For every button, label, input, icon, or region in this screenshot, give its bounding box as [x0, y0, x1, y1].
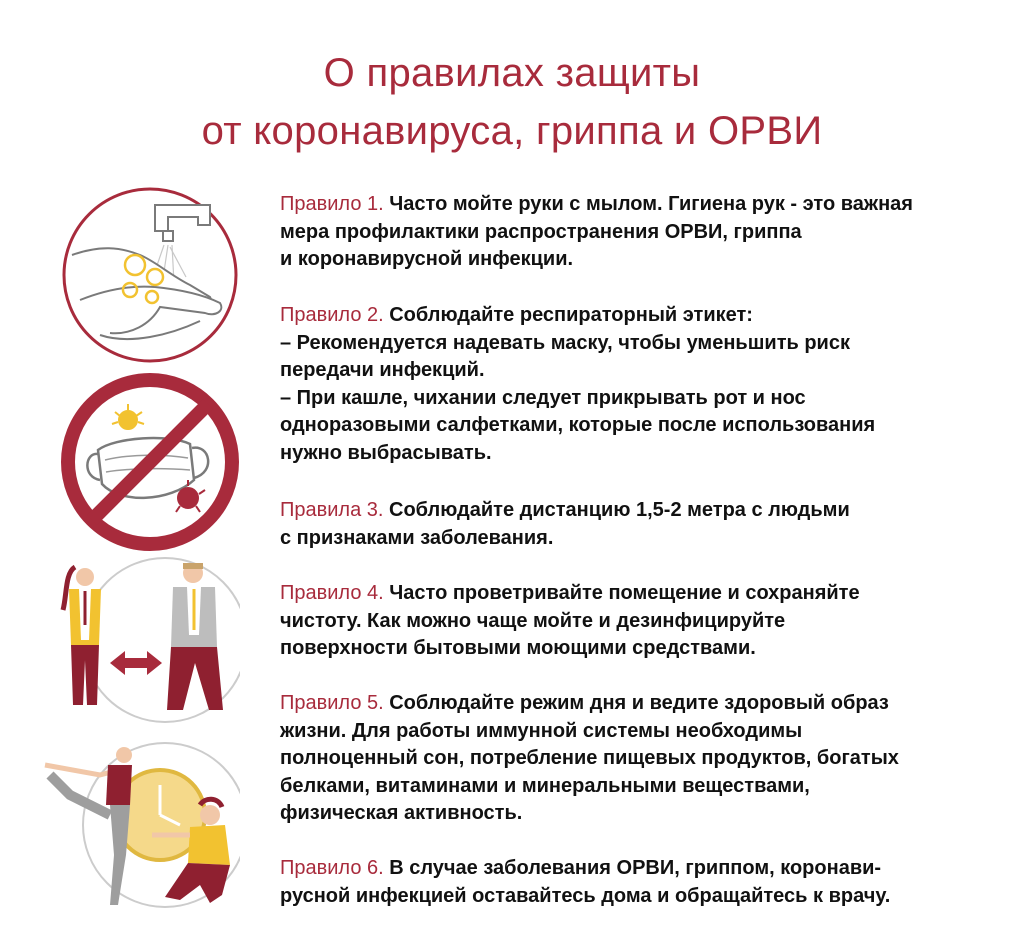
rule-1-line-3: и коронавирусной инфекции.	[280, 248, 574, 270]
rule-2-line-5: одноразовыми салфетками, которые после использования	[280, 414, 876, 436]
rule-4-line-2: чистоту. Как можно чаще мойте и дезинфицируйте	[280, 609, 786, 632]
rule-2	[280, 302, 980, 467]
rule-1-line-1: Часто мойте руки с мылом. Гигиена рук - это важная	[389, 193, 913, 215]
rule-2-line-1: Соблюдайте респираторный этикет:	[389, 304, 753, 326]
rule-3-label: Правила 3.	[280, 499, 384, 521]
rule-5-line-1: Соблюдайте режим дня и ведите здоровый образ	[389, 692, 889, 714]
rule-5	[280, 690, 980, 828]
rule-1-line-2: мера профилактики распространения ОРВИ, гриппа	[280, 220, 802, 243]
rule-6	[280, 855, 980, 910]
no-sneeze-mask-icon	[60, 372, 240, 552]
rule-2-label: Правило 2.	[280, 304, 384, 326]
rule-5-label: Правило 5.	[280, 692, 384, 714]
rule-1-label: Правило 1.	[280, 193, 384, 215]
rule-6-label: Правило 6.	[280, 857, 384, 879]
rule-2-line-4: – При кашле, чихании следует прикрывать рот и нос	[280, 386, 806, 409]
rule-2-line-2: – Рекомендуется надевать маску, чтобы уменьшить риск	[280, 331, 850, 354]
rule-6-line-2: русной инфекцией оставайтесь дома и обращайтесь к врачу.	[280, 884, 891, 907]
title-line-1: О правилах защиты	[323, 51, 701, 95]
rule-5-line-3: полноценный сон, потребление пищевых продуктов, богатых	[280, 747, 899, 769]
social-distance-icon	[55, 555, 240, 725]
rule-5-line-5: физическая активность.	[280, 802, 523, 824]
title-line-2: от коронавируса, гриппа и ОРВИ	[201, 109, 823, 153]
rule-6-line-1: В случае заболевания ОРВИ, гриппом, коронави-	[389, 857, 882, 879]
rule-1	[280, 191, 980, 274]
hand-washing-icon	[60, 185, 240, 365]
rule-3-line-1: Соблюдайте дистанцию 1,5-2 метра с людьми	[389, 499, 850, 521]
rule-5-line-2: жизни. Для работы иммунной системы необходимы	[280, 719, 803, 742]
rule-3-line-2: с признаками заболевания.	[280, 526, 554, 549]
rule-4	[280, 580, 980, 663]
page-title	[0, 44, 1024, 160]
rule-4-line-1: Часто проветривайте помещение и сохраняйте	[389, 582, 860, 604]
rule-4-line-3: поверхности бытовыми моющими средствами.	[280, 637, 756, 659]
rule-2-line-3: передачи инфекций.	[280, 359, 485, 381]
exercise-clock-icon	[40, 735, 240, 915]
rule-3	[280, 497, 980, 552]
rule-2-line-6: нужно выбрасывать.	[280, 441, 492, 464]
rule-5-line-4: белками, витаминами и минеральными веществами,	[280, 774, 810, 797]
rule-4-label: Правило 4.	[280, 582, 384, 604]
